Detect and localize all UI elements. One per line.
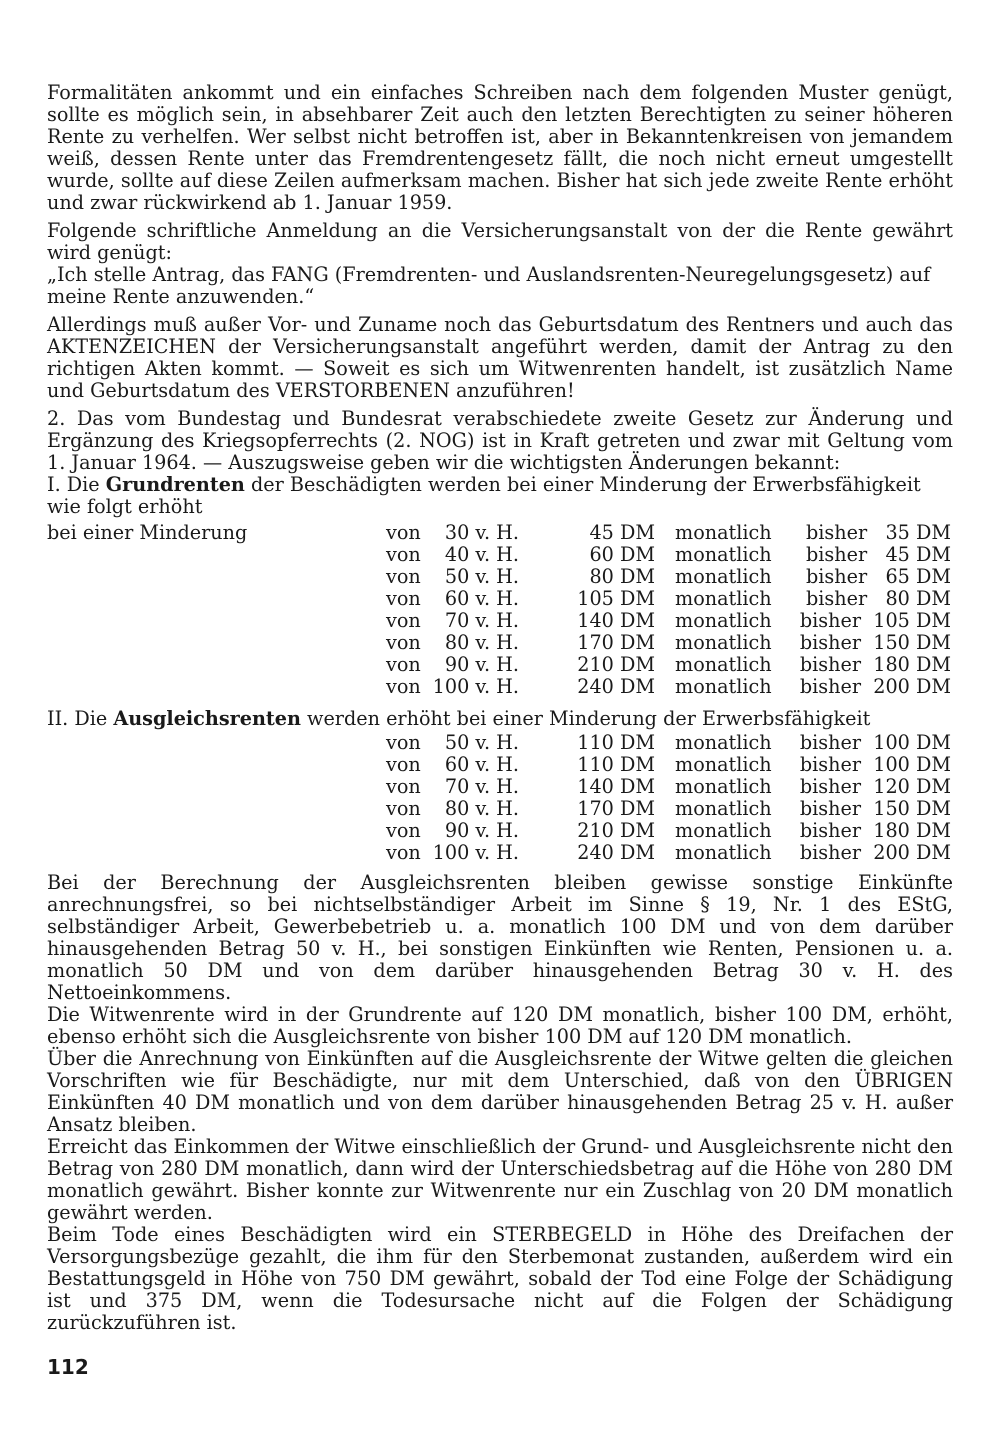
monthly-label: monatlich xyxy=(675,653,772,676)
table-row xyxy=(47,732,953,754)
new-amount-cell: 170 DM xyxy=(577,797,655,820)
section-keyword: Grundrenten xyxy=(105,473,245,496)
new-amount-cell: 60 DM xyxy=(589,543,655,566)
new-amount-cell: 45 DM xyxy=(589,521,655,544)
new-amount-cell: 80 DM xyxy=(589,565,655,588)
table-row xyxy=(47,754,953,776)
paragraph-intro: Formalitäten ankommt und ein einfaches Schreiben nach dem folgenden Muster genügt, sollte es möglich sein, in absehbarer Zeit auch den letzten Berechtigten zu seiner höheren Rente zu verhelfen. Wer selbst nicht betroffen ist, aber in Bekanntenkreisen von jemandem weiß, dessen Rente unter das Fremdrentengesetz fällt, die noch nicht erneut umgestellt wurde, sollte auf diese Zeilen aufmerksam machen. Bisher hat sich jede zweite Rente erhöht und zwar rückwirkend ab 1. Januar 1959. xyxy=(47,81,953,214)
new-amount-cell: 240 DM xyxy=(577,841,655,864)
new-amount-cell: 140 DM xyxy=(577,609,655,632)
monthly-label: monatlich xyxy=(675,753,772,776)
new-amount-cell: 105 DM xyxy=(577,587,655,610)
body-text xyxy=(47,82,953,1334)
percentage-cell: 90 v. H. xyxy=(444,653,519,676)
new-amount-cell: 140 DM xyxy=(577,775,655,798)
table-row xyxy=(47,676,953,698)
percentage-cell: 80 v. H. xyxy=(444,631,519,654)
von-label: von xyxy=(386,753,421,776)
monthly-label: monatlich xyxy=(675,797,772,820)
table-row xyxy=(47,632,953,654)
new-amount-cell: 170 DM xyxy=(577,631,655,654)
previous-amount-cell: bisher 100 DM xyxy=(799,753,951,776)
paragraph-file-number: Allerdings muß außer Vor- und Zuname noch das Geburtsdatum des Rentners und auch das AKTENZEICHEN der Versicherungsanstalt angeführt werden, damit der Antrag zu den richtigen Akten kommt. — Soweit es sich um Witwenrenten handelt, ist zusätzlich Name und Geburtsdatum des VERSTORBENEN anzuführen! xyxy=(47,313,953,402)
section-keyword: Ausgleichsrenten xyxy=(113,707,301,730)
page-number: 112 xyxy=(47,1355,89,1379)
table-row xyxy=(47,566,953,588)
percentage-cell: 70 v. H. xyxy=(444,609,519,632)
percentage-cell: 30 v. H. xyxy=(444,521,519,544)
paragraph-nog: 2. Das vom Bundestag und Bundesrat verabschiedete zweite Gesetz zur Änderung und Ergänzung des Kriegsopferrechts (2. NOG) ist in Kraft getreten und zwar mit Geltung vom 1. Januar 1964. — Auszugsweise geben wir die wichtigsten Änderungen bekannt: xyxy=(47,407,953,474)
section-prefix: II. Die xyxy=(47,707,114,730)
table-row xyxy=(47,588,953,610)
monthly-label: monatlich xyxy=(675,609,772,632)
paragraph-widow-minimum: Erreicht das Einkommen der Witwe einschließlich der Grund- und Ausgleichsrente nicht den Betrag von 280 DM monatlich, dann wird der Unterschiedsbetrag auf die Höhe von 280 DM monatlich gewährt. Bisher konnte zur Witwenrente nur ein Zuschlag von 20 DM monatlich gewährt werden. xyxy=(47,1135,953,1224)
previous-amount-cell: bisher 180 DM xyxy=(799,819,951,842)
section-grundrenten-heading xyxy=(47,474,953,518)
percentage-cell: 60 v. H. xyxy=(444,587,519,610)
paragraph-death-benefit: Beim Tode eines Beschädigten wird ein STERBEGELD in Höhe des Dreifachen der Versorgungsbezüge gezahlt, die ihm für den Sterbemonat zustanden, außerdem wird ein Bestattungsgeld in Höhe von 750 DM gewährt, sobald der Tod eine Folge der Schädigung ist und 375 DM, wenn die Todesursache nicht auf die Folgen der Schädigung zurückzuführen ist. xyxy=(47,1223,953,1334)
section-ausgleichsrenten-heading xyxy=(47,708,953,730)
ausgleichsrenten-table xyxy=(47,732,953,864)
von-label: von xyxy=(386,631,421,654)
von-label: von xyxy=(386,565,421,588)
row-lead-label: bei einer Minderung xyxy=(47,521,248,544)
percentage-cell: 100 v. H. xyxy=(432,675,519,698)
table-row xyxy=(47,522,953,544)
monthly-label: monatlich xyxy=(675,675,772,698)
von-label: von xyxy=(386,797,421,820)
von-label: von xyxy=(386,731,421,754)
paragraph-registration: Folgende schriftliche Anmeldung an die Versicherungsanstalt von der die Rente gewährt wird genügt: xyxy=(47,219,953,264)
von-label: von xyxy=(386,675,421,698)
new-amount-cell: 110 DM xyxy=(577,753,655,776)
previous-amount-cell: bisher 180 DM xyxy=(799,653,951,676)
von-label: von xyxy=(386,587,421,610)
new-amount-cell: 110 DM xyxy=(577,731,655,754)
monthly-label: monatlich xyxy=(675,631,772,654)
table-row xyxy=(47,544,953,566)
section-prefix: I. Die xyxy=(47,473,106,496)
monthly-label: monatlich xyxy=(675,841,772,864)
monthly-label: monatlich xyxy=(675,521,772,544)
previous-amount-cell: bisher 65 DM xyxy=(806,565,951,588)
monthly-label: monatlich xyxy=(675,543,772,566)
percentage-cell: 80 v. H. xyxy=(444,797,519,820)
von-label: von xyxy=(386,819,421,842)
table-row xyxy=(47,610,953,632)
new-amount-cell: 210 DM xyxy=(577,653,655,676)
table-row xyxy=(47,776,953,798)
previous-amount-cell: bisher 80 DM xyxy=(806,587,951,610)
von-label: von xyxy=(386,653,421,676)
previous-amount-cell: bisher 120 DM xyxy=(799,775,951,798)
percentage-cell: 40 v. H. xyxy=(444,543,519,566)
von-label: von xyxy=(386,521,421,544)
monthly-label: monatlich xyxy=(675,587,772,610)
previous-amount-cell: bisher 200 DM xyxy=(799,675,951,698)
von-label: von xyxy=(386,841,421,864)
section-suffix: werden erhöht bei einer Minderung der Erwerbsfähigkeit xyxy=(300,707,871,730)
monthly-label: monatlich xyxy=(675,731,772,754)
previous-amount-cell: bisher 100 DM xyxy=(799,731,951,754)
paragraph-widow-pension: Die Witwenrente wird in der Grundrente auf 120 DM monatlich, bisher 100 DM, erhöht, ebenso erhöht sich die Ausgleichsrente von bisher 100 DM auf 120 DM monatlich. xyxy=(47,1003,953,1048)
table-row xyxy=(47,654,953,676)
von-label: von xyxy=(386,775,421,798)
previous-amount-cell: bisher 45 DM xyxy=(806,543,951,566)
table-row xyxy=(47,798,953,820)
paragraph-widow-income: Über die Anrechnung von Einkünften auf die Ausgleichsrente der Witwe gelten die gleichen Vorschriften wie für Beschädigte, nur mit dem Unterschied, daß von den ÜBRIGEN Einkünften 40 DM monatlich und von dem darüber hinausgehenden Betrag 25 v. H. außer Ansatz bleiben. xyxy=(47,1047,953,1136)
monthly-label: monatlich xyxy=(675,565,772,588)
table-row xyxy=(47,842,953,864)
percentage-cell: 100 v. H. xyxy=(432,841,519,864)
previous-amount-cell: bisher 35 DM xyxy=(806,521,951,544)
percentage-cell: 60 v. H. xyxy=(444,753,519,776)
percentage-cell: 70 v. H. xyxy=(444,775,519,798)
percentage-cell: 50 v. H. xyxy=(444,731,519,754)
previous-amount-cell: bisher 150 DM xyxy=(799,797,951,820)
table-row xyxy=(47,820,953,842)
quoted-application: „Ich stelle Antrag, das FANG (Fremdrenten- und Auslandsrenten-Neuregelungsgesetz) auf meine Rente anzuwenden.“ xyxy=(47,263,931,308)
previous-amount-cell: bisher 150 DM xyxy=(799,631,951,654)
previous-amount-cell: bisher 105 DM xyxy=(799,609,951,632)
paragraph-income-calc: Bei der Berechnung der Ausgleichsrenten bleiben gewisse sonstige Einkünfte anrechnungsfrei, so bei nichtselbständiger Arbeit im Sinne § 19, Nr. 1 des EStG, selbständiger Arbeit, Gewerbebetrieb u. a. monatlich 100 DM und von dem darüber hinausgehenden Betrag 50 v. H., bei sonstigen Einkünften wie Renten, Pensionen u. a. monatlich 50 DM und von dem darüber hinausgehenden Betrag 30 v. H. des Nettoeinkommens. xyxy=(47,871,953,1004)
monthly-label: monatlich xyxy=(675,819,772,842)
grundrenten-table xyxy=(47,522,953,698)
percentage-cell: 50 v. H. xyxy=(444,565,519,588)
new-amount-cell: 240 DM xyxy=(577,675,655,698)
von-label: von xyxy=(386,543,421,566)
previous-amount-cell: bisher 200 DM xyxy=(799,841,951,864)
percentage-cell: 90 v. H. xyxy=(444,819,519,842)
von-label: von xyxy=(386,609,421,632)
new-amount-cell: 210 DM xyxy=(577,819,655,842)
monthly-label: monatlich xyxy=(675,775,772,798)
section-suffix: der Beschädigten werden bei einer Minderung der Erwerbsfähigkeit wie folgt erhöht xyxy=(47,473,921,518)
